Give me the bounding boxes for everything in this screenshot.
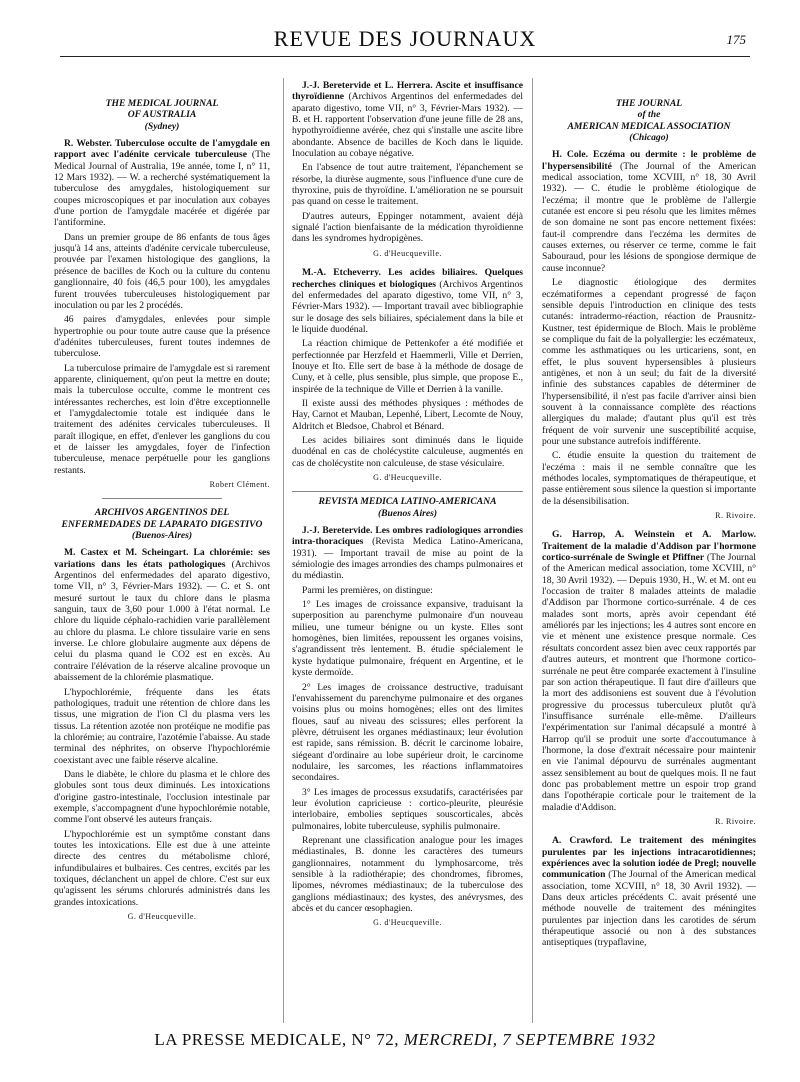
article-paragraph: Dans un premier groupe de 86 enfants de tous âges jusqu'à 14 ans, atteints d'adénite cervicale tuberculeuse, prouvée par l'examen histologique des ganglions, la présence de bacilles de Koch ou la culture du contenu ganglionnaire, 40 fois (46,5 pour 100), les amygdales furent trouvées tuberculeuses histologiquement par inoculation ou par les 2 procédés. (54, 231, 270, 311)
article-lead: J.-J. Beretervide. Les ombres radiologiques arrondies intra-thoraciques (292, 525, 523, 548)
article-lead: G. Harrop, A. Weinstein et A. Marlow. Traitement de la maladie d'Addison par l'hormone cortico-surrénale de Swingle et Pfiffner (542, 529, 756, 564)
journal-title: REVISTA MEDICA LATINO-AMERICANA (318, 496, 497, 508)
article-paragraph: La tuberculose primaire de l'amygdale est si rarement apparente, cliniquement, qu'on peut la mettre en doute; mais la tuberculose occulte, comme le montrent ces intéressantes recherches, est loin d'être exceptionnelle et l'amygdalectomie totale est indiquée dans le traitement des adénites cervicales tuberculeuses. Il paraît illogique, en effet, d'enlever les ganglions du cou et de laisser les amygdales, foyer de l'infection tuberculeuse, menace perpétuelle pour les ganglions restants. (54, 362, 270, 476)
article-lead: M.-A. Etcheverry. Les acides biliaires. Quelques recherches cliniques et biologiques (292, 267, 523, 290)
article-signature: R. Rivoire. (715, 511, 756, 521)
article-lead: H. Cole. Eczéma ou dermite : le problème de l'hypersensibilité (542, 149, 756, 172)
article-signature: G. d'Heucqueville. (373, 918, 442, 928)
journal-city: (Buenos Aires) (377, 507, 438, 519)
article-paragraph: Le diagnostic étiologique des dermites eczématiformes a cependant progressé de façon sensible depuis l'introduction en clinique des tests cutanés: intradermo-réaction, réaction de Prausnitz-Kustner, test épidermique de Bloch. Mais le problème se complique du fait de la polyallergie: les eczémateux, comme les asthmatiques ou les urticariens, sont, en effet, le plus souvent hypersensibles à plusieurs antigènes, et non à un seul; du fait de la diversité infinie des substances capables de déterminer de l'hypersensibilité, il n'est pas facile d'arriver ainsi bien souvent à la connaissance complète des réactions allergiques du malade; d'autant plus qu'il est très fréquent de voir survenir une susceptibilité acquise, pour une substance autrefois indifférente. (542, 277, 756, 447)
article-paragraph: C. étudie ensuite la question du traitement de l'eczéma : mais il ne semble connaître que les méthodes locales, symptomatiques de thérapeutique, et passe entièrement sous silence la question si importante de la désensibilisation. (542, 450, 756, 507)
article-paragraph: 3° Les images de processus exsudatifs, caractérisées par leur évolution capricieuse : cortico-pleurite, pleurésie interlobaire, embolies septiques souscorticales, abcès pulmonaires, lobite tuberculeuse, syphilis pulmonaire. (292, 786, 523, 832)
column-divider (532, 78, 533, 1023)
journal-title: of the (637, 109, 661, 121)
page-header (60, 26, 750, 57)
journal-title: OF AUSTRALIA (127, 109, 197, 121)
column-divider (283, 78, 284, 1023)
journal-title: AMERICAN MEDICAL ASSOCIATION (567, 120, 731, 132)
article-paragraph: 1° Les images de croissance expansive, traduisant la superposition au parenchyme pulmonaire d'un nouveau milieu, une tumeur bénigne ou un kyste. Elles sont homogènes, bien limitées, repoussent les organes voisins, s'agrandissent très lentement. B. étudie spécialement le kyste hydatique pulmonaire, fréquent en Argentine, et le kyste dermoïde. (292, 599, 523, 679)
page-footer (60, 1030, 750, 1050)
page-number: 175 (726, 32, 746, 47)
article-paragraph: L'hypochlorémie, fréquente dans les états pathologiques, traduit une rétention de chlore dans les tissus, une migration de l'ion Cl du plasma vers les tissus. La rétention azotée non protéique ne modifie pas la chlorémie; au contraire, l'azotémie l'abaisse. Au stade terminal des néphrites, on observe l'hypochlorémie coexistant avec une faible réserve alcaline. (54, 686, 270, 766)
article-paragraph: En l'absence de tout autre traitement, l'épanchement se résorbe, la diurèse augmente, sous l'influence d'une cure de thyroxine, puis de thyroïdine. L'amélioration ne se poursuit pas quand on cesse le traitement. (292, 162, 523, 208)
journal-city: (Chicago) (629, 132, 669, 144)
article-paragraph: Reprenant une classification analogue pour les images médiastinales, B. donne les caractères des tumeurs ganglionnaires, notamment du lymphosarcome, très sensible à la radiothérapie; des chondromes, fibromes, lipomes, névromes médiastinaux; de la tuberculose des ganglions médiastinaux; des kystes, des anévrysmes, des abcès et du cancer œsophagien. (292, 834, 523, 915)
journal-title: THE JOURNAL (615, 98, 683, 109)
article-paragraph: Dans le diabète, le chlore du plasma et le chlore des globules sont tous deux diminués. Les intoxications d'origine gastro-intestinale, l'occlusion intestinale par exemple, s'accompagnent d'une hypochlorémie notable, comme l'ont observé les auteurs français. (54, 768, 270, 826)
section-divider (102, 498, 222, 499)
article-paragraph: H. Cole. Eczéma ou dermite : le problème de l'hypersensibilité (The Journal of the American medical association, tome XCVIII, n° 18, 30 Avril 1932). — C. étudie le problème étiologique de l'eczéma; il montre que le problème de l'allergie cutanée est encore si peu résolu que les limites mêmes de son domaine ne sont pas encore nettement fixées: faut-il comprendre dans l'eczéma les dermites de causes externes, ou réserver ce terme, comme le fait Sabouraud, pour les lésions de spongiose dermique de cause inconnue? (542, 149, 757, 274)
journal-city: (Buenos-Aires) (131, 530, 193, 542)
article-paragraph: M. Castex et M. Scheingart. La chlorémie: ses variations dans les états pathologiques (Archivos Argentinos del enfermedades del aparato digestivo, tome VII, n° 3, Février-Mars 1932). — C. et S. ont mesuré surtout le taux du chlore dans le plasma sanguin, taux de 3,60 pour 1.000 à l'état normal. Le chlore du liquide céphalo-rachidien varie parallèlement au chlore du plasma. Le chlore tissulaire varie en sens inverse. Le chlore globulaire augmente aux dépens de celui du plasma quand le CO2 est en excès. Au contraire l'élévation de la réserve alcaline provoque un abaissement de la chlorémie plasmatique. (54, 547, 271, 684)
article-paragraph: L'hypochlorémie est un symptôme constant dans toutes les intoxications. Elle est due à une atteinte directe des centres du métabolisme chloré, infundibulaires et bulbaires. Ces centres, excités par les toxiques, déclanchent un appel de chlore. C'est sur eux qu'agissent les sérums chlorurés administrés dans les grandes intoxications. (54, 828, 270, 908)
journal-title: ENFERMEDADES DE LAPARATO DIGESTIVO (61, 518, 263, 530)
journal-title: THE MEDICAL JOURNAL (105, 98, 219, 109)
article-paragraph: 2° Les images de croissance destructive, traduisant l'envahissement du parenchyme pulmonaire et des organes voisins plus ou moins homogènes; elles ont des limites floues, sauf au niveau des scissures; elles perforent la plèvre, détruisent les organes médiastinaux; leur évolution est rapide, sans rémission. B. décrit le carcinome lobaire, siégeant d'ordinaire au lobe supérieur droit, le carcinome nodulaire, les sarcomes, les réactions inflammatoires secondaires. (292, 681, 523, 784)
article-signature: G. d'Heucqueville. (373, 248, 442, 258)
article-signature: G. d'Heucqueville. (373, 473, 442, 482)
column-1 (54, 80, 270, 930)
article-lead: A. Crawford. Le traitement des méningites purulentes par les injections intracarotidiennes; expériences avec la solution iodée de Pregl; nouvelle communication (542, 835, 756, 881)
footer-publication: LA PRESSE MEDICALE, N° 72, (154, 1030, 399, 1049)
journal-title: ARCHIVOS ARGENTINOS DEL (94, 507, 230, 519)
article-lead: J.-J. Beretervide et L. Herrera. Ascite et insuffisance thyroïdienne (292, 80, 523, 103)
column-3 (542, 80, 756, 952)
article-paragraph: La réaction chimique de Pettenkofer a été modifiée et perfectionnée par Herzfeld et Haemmerli, Ville et Derrien, Inouye et Ito. Elle sert de base à la méthode de dosage de Cuny, et à celle, plus sensible, plus simple, que propose E., inspirée de la technique de Ville et Derrien à la vanille. (292, 338, 523, 395)
column-2 (292, 80, 523, 937)
article-paragraph: Il existe aussi des méthodes physiques : méthodes de Hay, Carnot et Mauban, Lepenhé, Libert, Lecomte de Nouy, Aldritch et Bledsoe, Chabrol et Bénard. (292, 397, 523, 432)
article-signature: R. Rivoire. (715, 816, 756, 826)
article-paragraph: Les acides biliaires sont diminués dans le liquide duodénal en cas de cholécystite calculeuse, augmentés en cas de cholécystite non calculeuse, de stase vésiculaire. (292, 434, 523, 469)
article-signature: Robert Clément. (209, 480, 270, 489)
article-paragraph: J.-J. Beretervide. Les ombres radiologiques arrondies intra-thoraciques (Revista Medica Latino-Americana, 1931). — Important travail de mise au point de la sémiologie des images arrondies des champs pulmonaires et du médiastin. (292, 525, 523, 582)
article-paragraph: 46 paires d'amygdales, enlevées pour simple hypertrophie ou pour toute autre cause que la présence d'adénites tuberculeuses, furent toutes indemnes de tuberculose. (54, 314, 270, 360)
section-divider (292, 491, 523, 492)
article-paragraph: A. Crawford. Le traitement des méningites purulentes par les injections intracarotidiennes; expériences avec la solution iodée de Pregl; nouvelle communication (The Journal of the American medical association, tome XCVIII, n° 18, 30 Avril 1932). — Dans deux articles précédents C. avait présenté une méthode nouvelle de traitement des méningites purulentes par injection dans les carotides de sérum thérapeutique associé ou non à des substances antiseptiques (trypaflavine, (542, 835, 756, 949)
article-paragraph: J.-J. Beretervide et L. Herrera. Ascite et insuffisance thyroïdienne (Archivos Argentinos del enfermedades del aparato digestivo, tome VII, n° 3, Février-Mars 1932). — B. et H. rapportent l'observation d'une jeune fille de 28 ans, hypothyroïdienne avérée, chez qui s'installe une ascite libre abondante. Absence de bacilles de Koch dans le liquide. Inoculation au cobaye négative. (292, 80, 523, 160)
article-paragraph: R. Webster. Tuberculose occulte de l'amygdale en rapport avec l'adénite cervicale tuberculeuse (The Medical Journal of Australia, 19e année, tome I, n° 11, 12 Mars 1932). — W. a recherché systématiquement la tuberculose des amygdales, histologiquement sur coupes microscopiques et par inoculation aux cobayes d'une portion de l'amygdale macérée et digérée par l'antiformine. (54, 138, 270, 229)
footer-date: MERCREDI, 7 SEPTEMBRE 1932 (403, 1030, 656, 1049)
journal-section-title: REVUE DES JOURNAUX (273, 26, 537, 51)
article-paragraph: D'autres auteurs, Eppinger notamment, avaient déjà signalé l'action bienfaisante de la médication thyroïdienne dans les syndromes hydropigènes. (292, 210, 523, 245)
journal-city: (Sydney) (144, 120, 180, 132)
article-lead: M. Castex et M. Scheingart. La chlorémie: ses variations dans les états pathologiques (54, 547, 270, 570)
article-paragraph: M.-A. Etcheverry. Les acides biliaires. Quelques recherches cliniques et biologiques (Archivos Argentinos del enfermedades del aparato digestivo, tome VII, n° 3, Février-Mars 1932). — Important travail avec bibliographie sur le dosage des sels biliaires, spécialement dans la bile et le liquide duodénal. (292, 267, 524, 335)
article-lead: R. Webster. Tuberculose occulte de l'amygdale en rapport avec l'adénite cervicale tuberculeuse (54, 138, 270, 161)
article-signature: G. d'Heucqueville. (127, 912, 197, 922)
article-paragraph: Parmi les premières, on distingue: (302, 584, 433, 596)
article-paragraph: G. Harrop, A. Weinstein et A. Marlow. Traitement de la maladie d'Addison par l'hormone cortico-surrénale de Swingle et Pfiffner (The Journal of the American medical association, tome XCVIII, n° 18, 30 Avril 1932). — Depuis 1930, H., W. et M. ont eu l'occasion de traiter 8 malades atteints de maladie d'Addison par l'hormone cortico-surrénale. 4 de ces malades sont morts, après avoir cependant été améliorés par les injections; les 4 autres sont encore en vie et mènent une existence presque normale. Ces résultats concordent assez bien avec ceux rapportés par d'autres auteurs, et montrent que l'hormone cortico-surrénale ne peut être comparée exactement à l'insuline par son action thérapeutique. Il faut dire d'ailleurs que la mort des addisoniens est souvent due à l'évolution progressive du processus tuberculeux plutôt qu'à l'insuffisance surrénale elle-même. D'ailleurs l'expérimentation sur l'animal décapsulé a montré à Harrop qu'il se produit une sorte d'accoutumance à l'hormone, la dose d'extrait nécessaire pour maintenir en vie l'animal dépourvu de surrénales augmentant assez sensiblement au bout de quelques mois. Il ne faut donc pas probablement mettre un espoir trop grand dans l'opothérapie corticale pour le traitement de la maladie d'Addison. (542, 529, 756, 813)
